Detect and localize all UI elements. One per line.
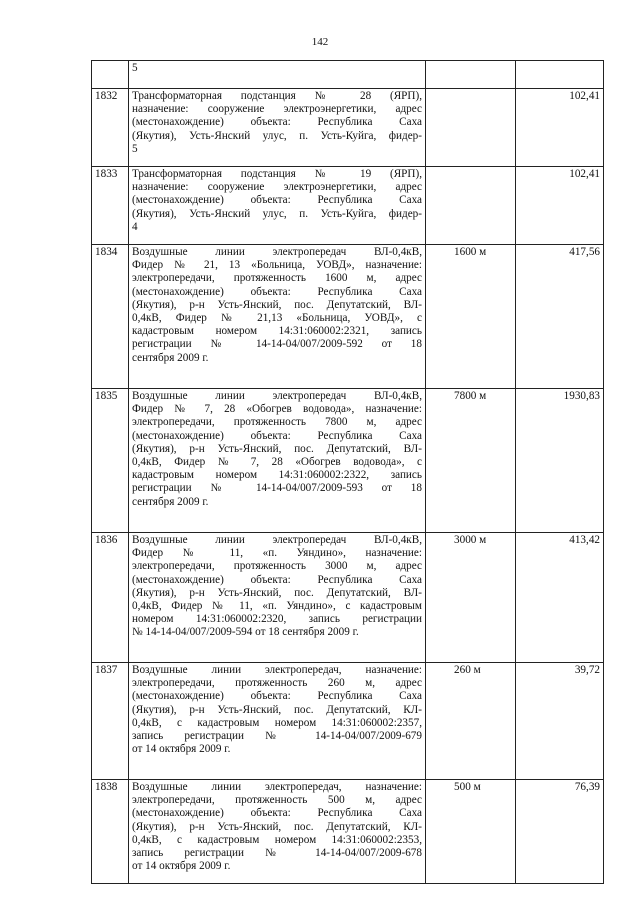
object-description bbox=[129, 167, 426, 245]
description-line: (местонахождение) объекта: Республика Саха bbox=[132, 690, 422, 703]
row-number: 1833 bbox=[92, 167, 129, 245]
row-number: 1834 bbox=[92, 245, 129, 389]
row-number: 1836 bbox=[92, 533, 129, 663]
description-line: Трансформаторная подстанция № 28 (ЯРП), bbox=[132, 90, 422, 102]
object-value: 1930,83 bbox=[516, 389, 604, 533]
description-line: (местонахождение) объекта: Республика Саха bbox=[132, 285, 422, 298]
description-line: Фидер № 21, 13 «Больница, УОВД», назначение: bbox=[132, 259, 422, 272]
table-row bbox=[92, 533, 604, 663]
description-line: (местонахождение) объекта: Республика Саха bbox=[132, 116, 422, 129]
object-description bbox=[129, 533, 426, 663]
object-value: 417,56 bbox=[516, 245, 604, 389]
table-row bbox=[92, 89, 604, 167]
row-number: 1835 bbox=[92, 389, 129, 533]
description-line: 5 bbox=[132, 142, 138, 155]
object-description bbox=[129, 663, 426, 780]
description-line: кадастровым номером 14:31:060002:2321, запись bbox=[132, 325, 422, 338]
object-length bbox=[426, 167, 516, 245]
description-line: Фидер № 11, «п. Уяндино», назначение: bbox=[132, 547, 422, 560]
table-row bbox=[92, 780, 604, 884]
description-line: Фидер № 7, 28 «Обогрев водовода», назначение: bbox=[132, 403, 422, 416]
row-number: 1838 bbox=[92, 780, 129, 884]
description-line: (Якутия), Усть-Янский улус, п. Усть-Куйга, фидер- bbox=[132, 129, 422, 142]
description-line: электропередачи, протяженность 260 м, адрес bbox=[132, 677, 422, 690]
description-line: Воздушные линии электропередач ВЛ-0,4кВ, bbox=[132, 390, 422, 402]
description-line: регистрации № 14-14-04/007/2009-593 от 18 bbox=[132, 482, 422, 495]
description-line: (Якутия), р-н Усть-Янский, пос. Депутатский, ВЛ- bbox=[132, 442, 422, 455]
description-line: электропередачи, протяженность 500 м, адрес bbox=[132, 794, 422, 807]
description-line: (местонахождение) объекта: Республика Саха bbox=[132, 573, 422, 586]
description-line: от 14 октября 2009 г. bbox=[132, 743, 231, 756]
description-line: № 14-14-04/007/2009-594 от 18 сентября 2009 г. bbox=[132, 626, 359, 639]
table-row bbox=[92, 389, 604, 533]
description-line: электропередачи, протяженность 7800 м, адрес bbox=[132, 416, 422, 429]
description-line: 5 bbox=[132, 62, 138, 74]
description-line: Воздушные линии электропередач ВЛ-0,4кВ, bbox=[132, 534, 422, 546]
object-description bbox=[129, 389, 426, 533]
object-description bbox=[129, 780, 426, 884]
object-value: 413,42 bbox=[516, 533, 604, 663]
description-line: Воздушные линии электропередач ВЛ-0,4кВ, bbox=[132, 246, 422, 258]
description-line: 0,4кВ, с кадастровым номером 14:31:060002:2353, bbox=[132, 833, 422, 846]
description-line: сентября 2009 г. bbox=[132, 351, 209, 364]
description-line: (местонахождение) объекта: Республика Саха bbox=[132, 194, 422, 207]
description-line: назначение: сооружение электроэнергетики, адрес bbox=[132, 103, 422, 116]
description-line: назначение: сооружение электроэнергетики, адрес bbox=[132, 181, 422, 194]
object-length: 260 м bbox=[426, 663, 516, 780]
description-line: (Якутия), р-н Усть-Янский, пос. Депутатский, ВЛ- bbox=[132, 586, 422, 599]
object-description bbox=[129, 61, 426, 89]
description-line: сентября 2009 г. bbox=[132, 495, 209, 508]
description-line: (местонахождение) объекта: Республика Саха bbox=[132, 429, 422, 442]
object-length: 3000 м bbox=[426, 533, 516, 663]
object-length: 1600 м bbox=[426, 245, 516, 389]
property-register-table bbox=[91, 60, 604, 884]
object-value: 102,41 bbox=[516, 89, 604, 167]
table-row bbox=[92, 167, 604, 245]
object-value bbox=[516, 61, 604, 89]
description-line: электропередачи, протяженность 3000 м, адрес bbox=[132, 560, 422, 573]
description-line: 4 bbox=[132, 220, 138, 233]
object-length: 7800 м bbox=[426, 389, 516, 533]
object-description bbox=[129, 245, 426, 389]
row-number bbox=[92, 61, 129, 89]
table-row bbox=[92, 663, 604, 780]
description-line: запись регистрации № 14-14-04/007/2009-678 bbox=[132, 847, 422, 860]
description-line: 0,4кВ, Фидер № 7, 28 «Обогрев водовода», с bbox=[132, 456, 422, 469]
row-number: 1832 bbox=[92, 89, 129, 167]
object-length bbox=[426, 61, 516, 89]
description-line: запись регистрации № 14-14-04/007/2009-679 bbox=[132, 730, 422, 743]
object-value: 76,39 bbox=[516, 780, 604, 884]
object-length bbox=[426, 89, 516, 167]
description-line: (Якутия), р-н Усть-Янский, пос. Депутатский, КЛ- bbox=[132, 820, 422, 833]
description-line: кадастровым номером 14:31:060002:2322, запись bbox=[132, 469, 422, 482]
object-value: 39,72 bbox=[516, 663, 604, 780]
description-line: от 14 октября 2009 г. bbox=[132, 860, 231, 873]
table-body bbox=[92, 61, 604, 884]
description-line: номером 14:31:060002:2320, запись регистрации bbox=[132, 613, 422, 626]
object-length: 500 м bbox=[426, 780, 516, 884]
object-description bbox=[129, 89, 426, 167]
table-row bbox=[92, 245, 604, 389]
description-line: 0,4кВ, Фидер № 21,13 «Больница, УОВД», с bbox=[132, 312, 422, 325]
page-number: 142 bbox=[311, 36, 329, 48]
object-value: 102,41 bbox=[516, 167, 604, 245]
description-line: (Якутия), р-н Усть-Янский, пос. Депутатский, ВЛ- bbox=[132, 298, 422, 311]
description-line: Воздушные линии электропередач, назначение: bbox=[132, 664, 422, 676]
description-line: 0,4кВ, Фидер № 11, «п. Уяндино», с кадастровым bbox=[132, 600, 422, 613]
description-line: регистрации № 14-14-04/007/2009-592 от 18 bbox=[132, 338, 422, 351]
description-line: Воздушные линии электропередач, назначение: bbox=[132, 781, 422, 793]
description-line: (Якутия), Усть-Янский улус, п. Усть-Куйга, фидер- bbox=[132, 207, 422, 220]
description-line: электропередачи, протяженность 1600 м, адрес bbox=[132, 272, 422, 285]
table-row bbox=[92, 61, 604, 89]
row-number: 1837 bbox=[92, 663, 129, 780]
description-line: (Якутия), р-н Усть-Янский, пос. Депутатский, КЛ- bbox=[132, 703, 422, 716]
description-line: 0,4кВ, с кадастровым номером 14:31:060002:2357, bbox=[132, 716, 422, 729]
description-line: (местонахождение) объекта: Республика Саха bbox=[132, 807, 422, 820]
description-line: Трансформаторная подстанция № 19 (ЯРП), bbox=[132, 168, 422, 180]
